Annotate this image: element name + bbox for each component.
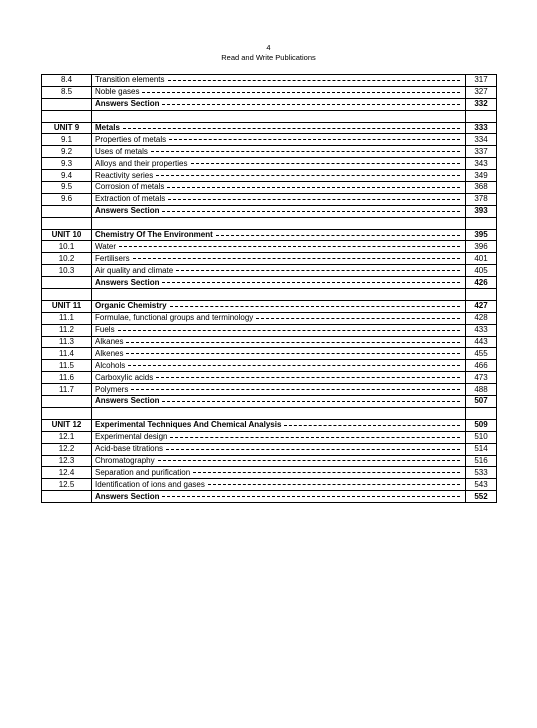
toc-entry-row xyxy=(42,384,497,396)
section-number: 11.4 xyxy=(42,348,92,360)
section-title: Uses of metals xyxy=(95,146,148,156)
toc-body xyxy=(42,75,497,503)
answers-row xyxy=(42,205,497,217)
toc-entry-row xyxy=(42,479,497,491)
section-title-cell xyxy=(92,265,466,277)
section-title-cell xyxy=(92,134,466,146)
section-title: Fertilisers xyxy=(95,253,130,263)
page-number-cell: 393 xyxy=(466,205,497,217)
page-number-cell: 401 xyxy=(466,253,497,265)
section-title-cell xyxy=(92,277,466,289)
section-title-cell xyxy=(92,479,466,491)
empty-cell xyxy=(42,110,92,122)
toc-entry-row xyxy=(42,348,497,360)
empty-cell xyxy=(42,289,92,301)
page-header xyxy=(0,43,537,63)
section-number: 9.1 xyxy=(42,134,92,146)
section-number xyxy=(42,491,92,503)
section-number: UNIT 9 xyxy=(42,122,92,134)
section-title: Chemistry Of The Environment xyxy=(95,230,213,240)
page-number-cell: 552 xyxy=(466,491,497,503)
dot-leader xyxy=(208,484,460,485)
section-title: Metals xyxy=(95,123,120,132)
toc-entry-row xyxy=(42,146,497,158)
section-title-cell xyxy=(92,491,466,503)
page-number-cell: 533 xyxy=(466,467,497,479)
section-title: Experimental design xyxy=(95,432,168,442)
toc-entry-row xyxy=(42,182,497,194)
dot-leader xyxy=(123,128,460,129)
page-number-cell: 473 xyxy=(466,372,497,384)
page-number-cell: 333 xyxy=(466,122,497,134)
toc-entry-row xyxy=(42,158,497,170)
section-number: 12.1 xyxy=(42,431,92,443)
section-title: Carboxylic acids xyxy=(95,372,154,382)
toc-entry-row xyxy=(42,86,497,98)
section-number xyxy=(42,98,92,110)
section-title-cell xyxy=(92,205,466,217)
section-number: 9.6 xyxy=(42,193,92,205)
page-number-cell: 368 xyxy=(466,182,497,194)
dot-leader xyxy=(118,330,460,331)
toc-entry-row xyxy=(42,75,497,87)
empty-cell xyxy=(92,407,466,419)
dot-leader xyxy=(216,235,460,236)
toc-entry-row xyxy=(42,241,497,253)
page-number-cell: 455 xyxy=(466,348,497,360)
section-title: Answers Section xyxy=(95,277,160,287)
dot-leader xyxy=(156,377,460,378)
empty-cell xyxy=(466,217,497,229)
toc-entry-row xyxy=(42,443,497,455)
section-title: Transition elements xyxy=(95,75,165,85)
page-number-cell: 427 xyxy=(466,300,497,312)
page-number-cell: 507 xyxy=(466,396,497,408)
section-number: UNIT 10 xyxy=(42,229,92,241)
toc-entry-row xyxy=(42,253,497,265)
section-title-cell xyxy=(92,158,466,170)
spacer-row xyxy=(42,289,497,301)
section-number: 9.2 xyxy=(42,146,92,158)
section-title: Separation and purification xyxy=(95,467,191,477)
empty-cell xyxy=(42,407,92,419)
toc-entry-row xyxy=(42,170,497,182)
page-number-cell: 433 xyxy=(466,324,497,336)
section-title-cell xyxy=(92,312,466,324)
toc-entry-row xyxy=(42,467,497,479)
dot-leader xyxy=(162,496,460,497)
page-number-cell: 334 xyxy=(466,134,497,146)
section-title-cell xyxy=(92,182,466,194)
toc-entry-row xyxy=(42,134,497,146)
dot-leader xyxy=(128,365,460,366)
section-number: 9.4 xyxy=(42,170,92,182)
dot-leader xyxy=(168,80,460,81)
empty-cell xyxy=(42,217,92,229)
spacer-row xyxy=(42,407,497,419)
page-number-cell: 317 xyxy=(466,75,497,87)
section-title-cell xyxy=(92,193,466,205)
section-title: Alcohols xyxy=(95,360,126,370)
page-number-cell: 396 xyxy=(466,241,497,253)
section-title: Corrosion of metals xyxy=(95,182,165,192)
page-number-cell: 428 xyxy=(466,312,497,324)
section-title: Acid-base titrations xyxy=(95,444,164,454)
section-title-cell xyxy=(92,170,466,182)
section-number: 11.3 xyxy=(42,336,92,348)
section-number: 8.5 xyxy=(42,86,92,98)
section-title-cell xyxy=(92,300,466,312)
dot-leader xyxy=(126,342,460,343)
section-number xyxy=(42,396,92,408)
dot-leader xyxy=(162,282,460,283)
unit-row xyxy=(42,300,497,312)
dot-leader xyxy=(162,401,460,402)
dot-leader xyxy=(156,175,460,176)
section-title-cell xyxy=(92,372,466,384)
section-title-cell xyxy=(92,419,466,431)
answers-row xyxy=(42,396,497,408)
section-title-cell xyxy=(92,241,466,253)
dot-leader xyxy=(170,306,460,307)
page-number-cell: 510 xyxy=(466,431,497,443)
section-number xyxy=(42,205,92,217)
toc-entry-row xyxy=(42,360,497,372)
section-title-cell xyxy=(92,146,466,158)
section-number: 11.2 xyxy=(42,324,92,336)
section-title: Chromatography xyxy=(95,455,155,465)
section-title: Reactivity series xyxy=(95,170,154,180)
toc-entry-row xyxy=(42,324,497,336)
page-number-cell: 543 xyxy=(466,479,497,491)
section-title: Properties of metals xyxy=(95,134,167,144)
section-title-cell xyxy=(92,431,466,443)
section-number: 12.3 xyxy=(42,455,92,467)
section-title-cell xyxy=(92,324,466,336)
dot-leader xyxy=(191,163,461,164)
section-title: Polymers xyxy=(95,384,129,394)
section-number: 11.5 xyxy=(42,360,92,372)
page-number-cell: 378 xyxy=(466,193,497,205)
dot-leader xyxy=(193,472,460,473)
dot-leader xyxy=(119,246,460,247)
empty-cell xyxy=(466,407,497,419)
section-title: Answers Section xyxy=(95,396,160,406)
section-number: 12.2 xyxy=(42,443,92,455)
toc-entry-row xyxy=(42,193,497,205)
section-number: 10.2 xyxy=(42,253,92,265)
section-title-cell xyxy=(92,360,466,372)
section-number: 11.6 xyxy=(42,372,92,384)
section-number: UNIT 12 xyxy=(42,419,92,431)
unit-row xyxy=(42,229,497,241)
empty-cell xyxy=(92,217,466,229)
section-title: Answers Section xyxy=(95,206,160,216)
page-number: 4 xyxy=(266,43,271,52)
empty-cell xyxy=(466,110,497,122)
dot-leader xyxy=(151,151,460,152)
section-number: 11.1 xyxy=(42,312,92,324)
dot-leader xyxy=(166,449,460,450)
toc-entry-row xyxy=(42,312,497,324)
toc-entry-row xyxy=(42,455,497,467)
toc-entry-row xyxy=(42,336,497,348)
section-number xyxy=(42,277,92,289)
section-title: Alloys and their properties xyxy=(95,158,188,168)
spacer-row xyxy=(42,110,497,122)
section-number: 10.3 xyxy=(42,265,92,277)
section-title: Alkenes xyxy=(95,348,124,358)
spacer-row xyxy=(42,217,497,229)
empty-cell xyxy=(466,289,497,301)
section-title: Air quality and climate xyxy=(95,265,174,275)
dot-leader xyxy=(158,460,460,461)
section-number: 11.7 xyxy=(42,384,92,396)
page-number-cell: 443 xyxy=(466,336,497,348)
section-title: Extraction of metals xyxy=(95,194,166,204)
section-number: 12.5 xyxy=(42,479,92,491)
section-title: Noble gases xyxy=(95,87,140,97)
section-title: Answers Section xyxy=(95,99,160,109)
table-of-contents xyxy=(41,74,497,503)
dot-leader xyxy=(131,389,460,390)
section-title-cell xyxy=(92,122,466,134)
unit-row xyxy=(42,122,497,134)
dot-leader xyxy=(142,92,460,93)
section-title-cell xyxy=(92,229,466,241)
section-number: 8.4 xyxy=(42,75,92,87)
publisher-name: Read and Write Publications xyxy=(221,53,316,62)
section-title-cell xyxy=(92,396,466,408)
toc-entry-row xyxy=(42,431,497,443)
section-title: Experimental Techniques And Chemical Analysis xyxy=(95,420,282,430)
page-number-cell: 337 xyxy=(466,146,497,158)
toc-entry-row xyxy=(42,372,497,384)
page-number-cell: 405 xyxy=(466,265,497,277)
section-title-cell xyxy=(92,384,466,396)
dot-leader xyxy=(167,187,460,188)
section-title-cell xyxy=(92,98,466,110)
page-number-cell: 426 xyxy=(466,277,497,289)
section-title: Organic Chemistry xyxy=(95,301,167,311)
dot-leader xyxy=(169,139,460,140)
page-number-cell: 395 xyxy=(466,229,497,241)
section-number: UNIT 11 xyxy=(42,300,92,312)
dot-leader xyxy=(256,318,460,319)
page-number-cell: 488 xyxy=(466,384,497,396)
dot-leader xyxy=(133,258,460,259)
section-title-cell xyxy=(92,455,466,467)
answers-row xyxy=(42,277,497,289)
dot-leader xyxy=(162,211,460,212)
section-title-cell xyxy=(92,86,466,98)
dot-leader xyxy=(126,353,460,354)
dot-leader xyxy=(168,199,460,200)
page-number-cell: 516 xyxy=(466,455,497,467)
section-title-cell xyxy=(92,336,466,348)
page-number-cell: 343 xyxy=(466,158,497,170)
section-title-cell xyxy=(92,253,466,265)
section-title-cell xyxy=(92,467,466,479)
empty-cell xyxy=(92,289,466,301)
empty-cell xyxy=(92,110,466,122)
page-number-cell: 466 xyxy=(466,360,497,372)
page-number-cell: 332 xyxy=(466,98,497,110)
section-title: Alkanes xyxy=(95,337,124,347)
section-title: Water xyxy=(95,241,117,251)
section-number: 9.3 xyxy=(42,158,92,170)
section-title-cell xyxy=(92,348,466,360)
section-title-cell xyxy=(92,443,466,455)
page-number-cell: 349 xyxy=(466,170,497,182)
dot-leader xyxy=(176,270,460,271)
section-title: Formulae, functional groups and terminology xyxy=(95,313,254,323)
section-title: Identification of ions and gases xyxy=(95,479,205,489)
section-title: Answers Section xyxy=(95,491,160,501)
section-number: 9.5 xyxy=(42,182,92,194)
dot-leader xyxy=(284,425,460,426)
section-number: 12.4 xyxy=(42,467,92,479)
unit-row xyxy=(42,419,497,431)
page-number-cell: 509 xyxy=(466,419,497,431)
section-title: Fuels xyxy=(95,325,115,335)
answers-row xyxy=(42,491,497,503)
toc-entry-row xyxy=(42,265,497,277)
section-number: 10.1 xyxy=(42,241,92,253)
answers-row xyxy=(42,98,497,110)
section-title-cell xyxy=(92,75,466,87)
page-number-cell: 514 xyxy=(466,443,497,455)
dot-leader xyxy=(162,104,460,105)
dot-leader xyxy=(170,437,460,438)
page-number-cell: 327 xyxy=(466,86,497,98)
